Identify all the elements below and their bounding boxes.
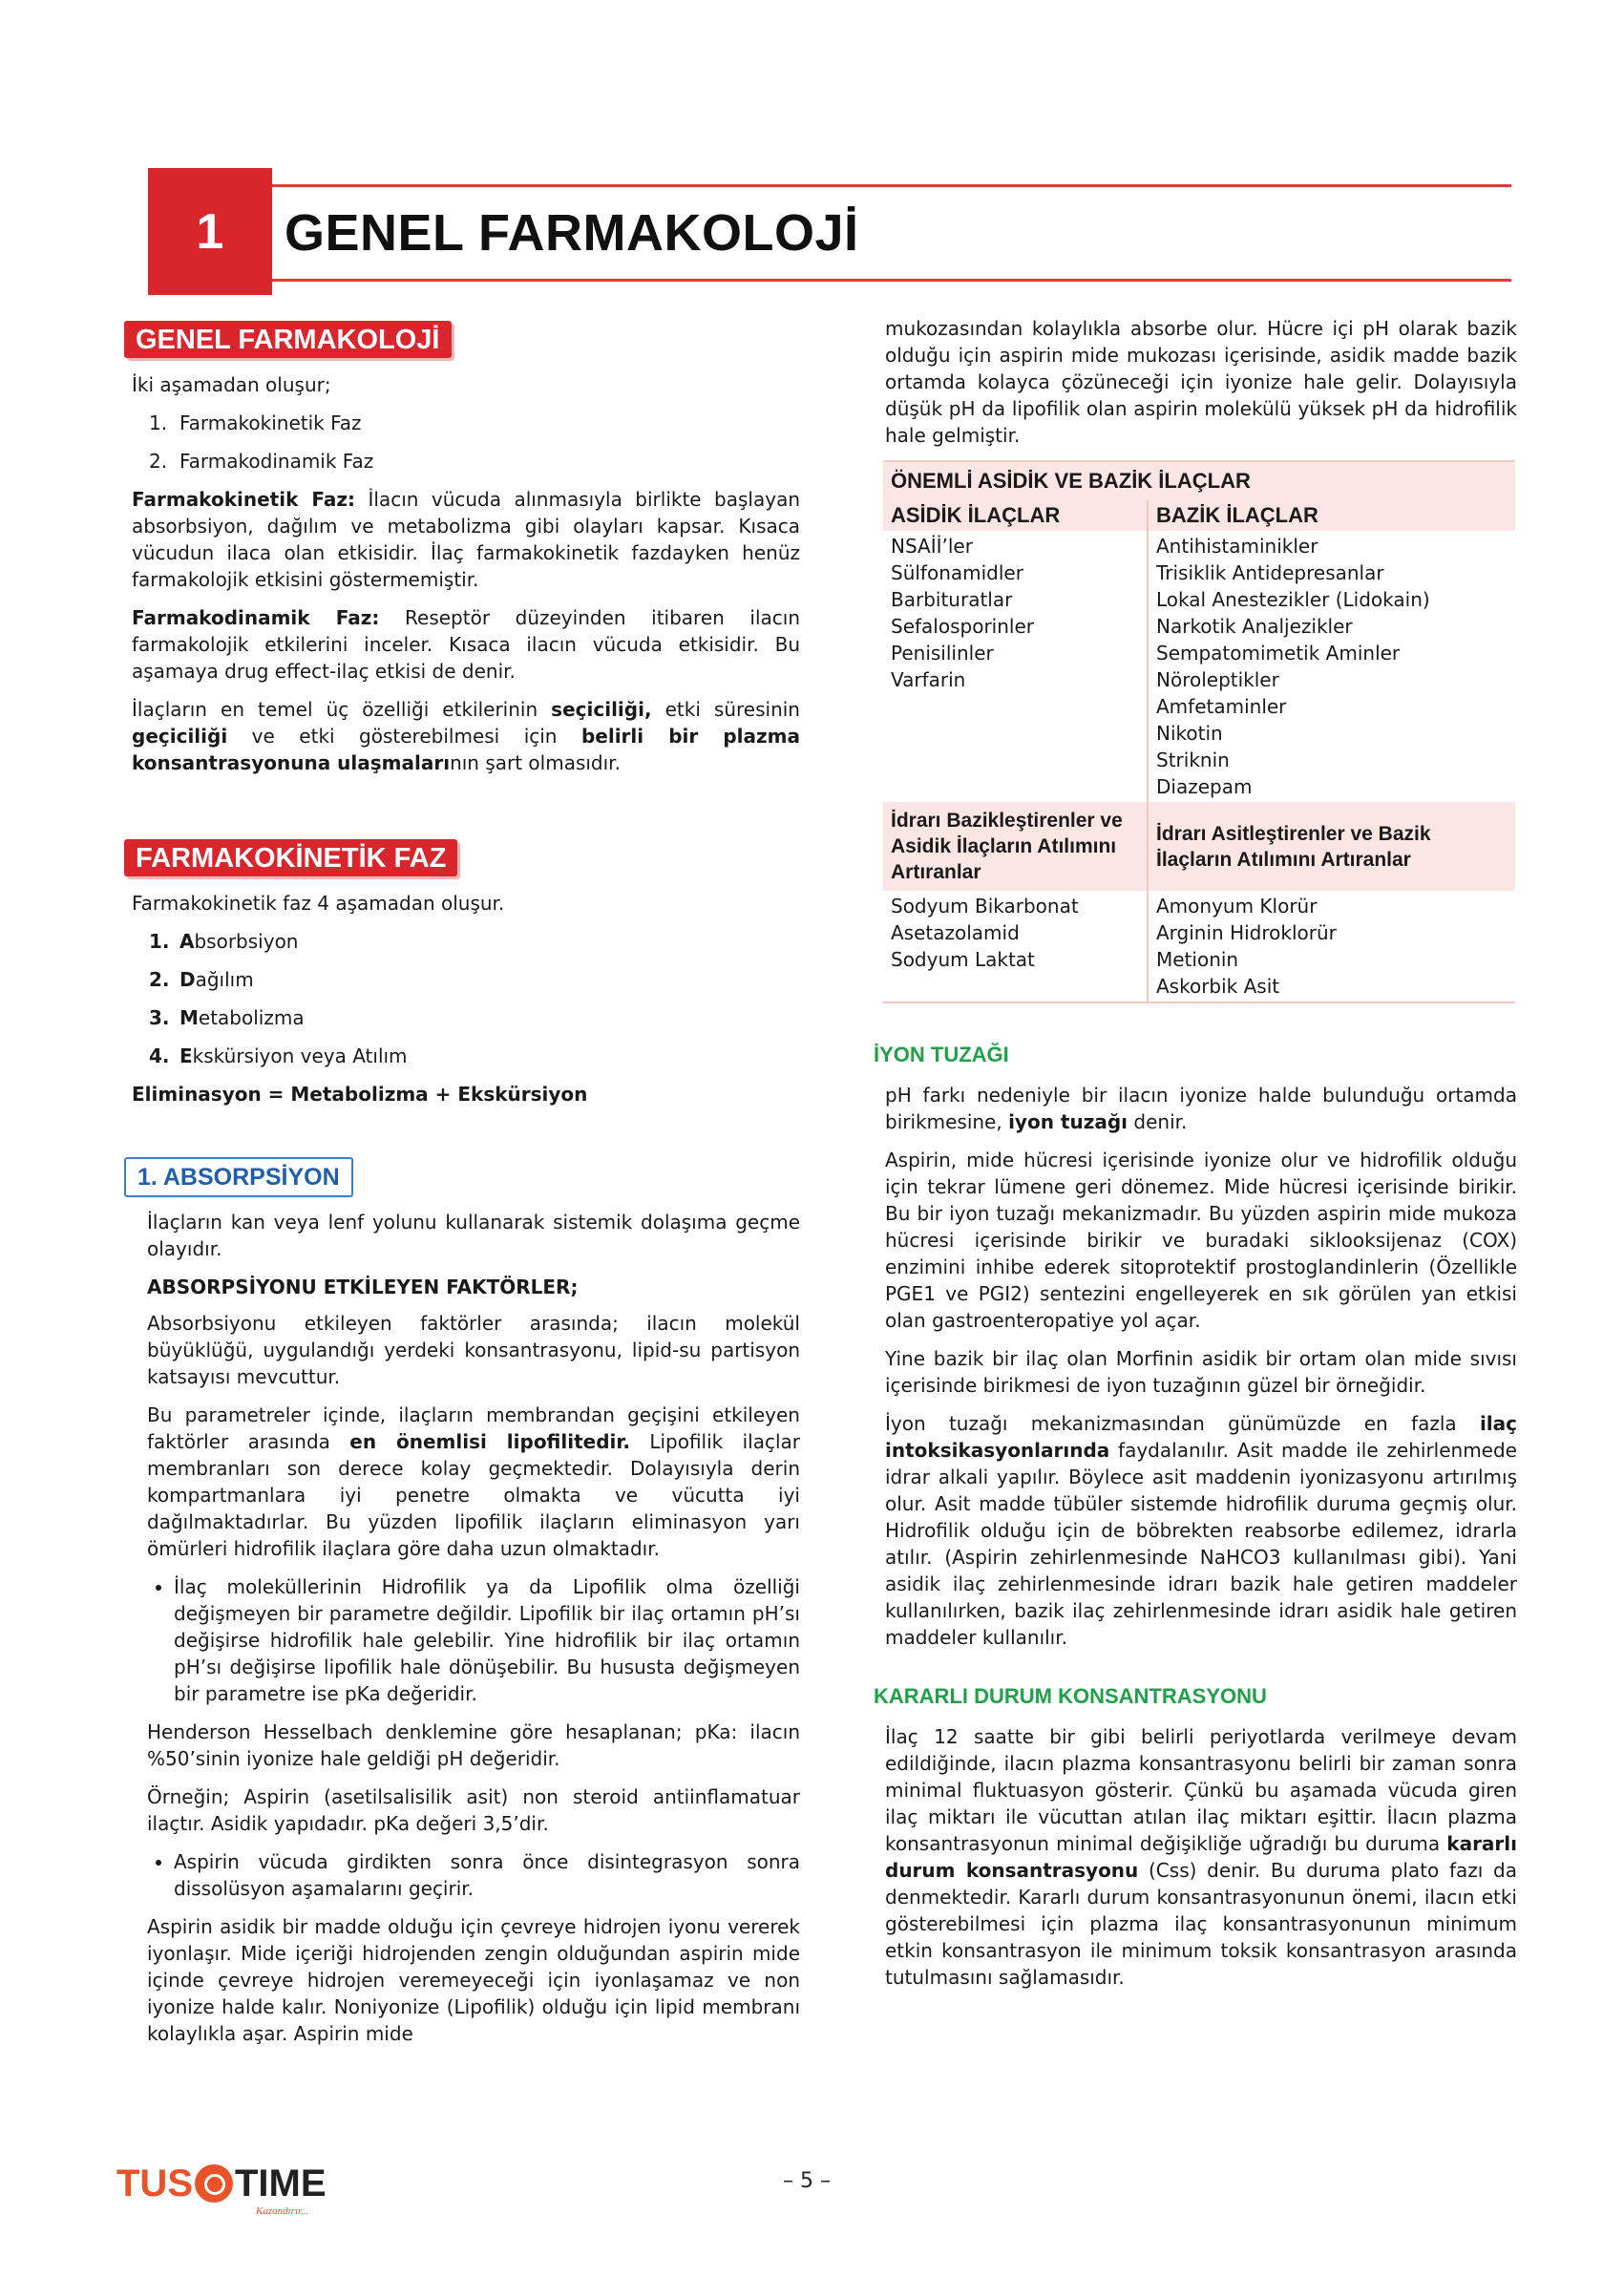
table-subheader-acidifying: İdrarı Asitleştirenler ve Bazik İlaçların Atılımını Artıranlar <box>1148 802 1515 891</box>
section-heading-iyon-tuzagi: İYON TUZAĞI <box>874 1043 1009 1066</box>
kararli-durum-paragraph: İlaç 12 saatte bir gibi belirli periyotlarda verilmeye devam edildiğinde, ilacın plazma konsantrasyonu belirli bir zaman sonra minimal fluktuasyon gösterir. Çünkü bu aşamada vücuda giren ilaç miktarı ile vücuttan atılan ilaç miktarı eşittir. İlacın plazma konsantrasyonun minimal değişikliğe uğradığı bu duruma kararlı durum konsantrasyonu (Css) denir. Bu duruma plato fazı da denmektedir. Kararlı durum konsantrasyonunun önemi, ilacın etki gösterebilmesi için plazma ilaç konsantrasyonunun minimum etkin konsantrasyon ile minimum toksik konsantrasyon arasında tutulmasını sağlamasıdır. <box>885 1725 1517 1989</box>
left-column <box>132 315 800 2058</box>
iyon-tuzagi-definition: pH farkı nedeniyle bir ilacın iyonize halde bulunduğu ortamda birikmesine, iyon tuzağı denir. <box>885 1084 1517 1133</box>
header-rule-bottom <box>148 279 1511 282</box>
page-number: – 5 – <box>783 2169 831 2193</box>
table-subheader-alkalinizing: İdrarı Bazikleştirenler ve Asidik İlaçların Atılımını Artıranlar <box>883 802 1148 891</box>
section-heading-farmakokinetik-faz: FARMAKOKİNETİK FAZ <box>124 839 457 876</box>
ilac-ozellikleri-paragraph: İlaçların en temel üç özelliği etkilerinin seçiciliği, etki süresinin geçiciliği ve etki gösterebilmesi için belirli bir plazma konsantrasyonuna ulaşmalarının şart olmasıdır. <box>132 698 800 774</box>
section-heading-absorpsiyon: 1. ABSORPSİYON <box>124 1157 353 1197</box>
aspirin-continued-paragraph: mukozasından kolaylıkla absorbe olur. Hücre içi pH olarak bazik olduğu için aspirin mide mukozası içerisinde, asidik madde bazik ortamda kolayca çözüneceği için iyonize hale gelir. Dolayısıyla düşük pH da lipofilik olan aspirin molekülü yüksek pH da hidrofilik hale gelmiştir. <box>885 317 1517 447</box>
table-header-basic: BAZİK İLAÇLAR <box>1148 500 1515 531</box>
alkalinizing-agents-cell: Sodyum Bikarbonat Asetazolamid Sodyum Laktat <box>883 891 1148 1002</box>
farmakokinetik-intro: Farmakokinetik faz 4 aşamadan oluşur. <box>132 892 505 915</box>
bullet-list-aspirin <box>132 1848 800 1902</box>
aspirin-paragraph: Aspirin asidik bir madde olduğu için çevreye hidrojen iyonu vererek iyonlaşır. Mide içeriği hidrojenden zengin olduğundan aspirin mide içinde çevreye hidrojen veremeyeceği için iyonlaşamaz ve non iyonize halde kalır. Noniyonize (Lipofilik) olduğu için lipid membranı kolaylıkla aşar. Aspirin mide <box>147 1915 800 2045</box>
section-heading-kararli-durum: KARARLI DURUM KONSANTRASYONU <box>874 1684 1267 1708</box>
bullet-item: • Aspirin vücuda girdikten sonra önce disintegrasyon sonra dissolüsyon aşamalarını geçirir. <box>174 1848 800 1902</box>
acidifying-agents-cell: Amonyum Klorür Arginin Hidroklorür Metionin Askorbik Asit <box>1148 891 1515 1002</box>
absorpsiyon-subheading: ABSORPSİYONU ETKİLEYEN FAKTÖRLER; <box>147 1276 579 1298</box>
list-item: 4. Ekskürsiyon veya Atılım <box>149 1044 408 1067</box>
chapter-number-box: 1 <box>148 168 272 295</box>
iyon-tuzagi-morfin-paragraph: Yine bazik bir ilaç olan Morfinin asidik bir ortam olan mide sıvısı içerisinde birikmesi de iyon tuzağının güzel bir örneğidir. <box>885 1347 1517 1397</box>
absorpsiyon-definition: İlaçların kan veya lenf yolunu kullanarak sistemik dolaşıma geçme olayıdır. <box>147 1211 800 1260</box>
aspirin-example-paragraph: Örneğin; Aspirin (asetilsalisilik asit) non steroid antiinflamatuar ilaçtır. Asidik yapıdadır. pKa değeri 3,5’dir. <box>147 1785 800 1835</box>
lipofilite-paragraph: Bu parametreler içinde, ilaçların membrandan geçişini etkileyen faktörler arasında en önemlisi lipofilitedir. Lipofilik ilaçlar membranları son derece kolay geçmektedir. Dolayısıyla derin kompartmanlara iyi penetre olmakta ve vücutta iyi dağılmaktadırlar. Bu yüzden lipofilik ilaçların eliminasyon yarı ömürleri hidrofilik ilaçlara göre daha uzun olmaktadır. <box>147 1403 800 1560</box>
phase-list <box>132 410 800 475</box>
list-item: 2. Farmakodinamik Faz <box>149 450 374 473</box>
absorpsiyon-factors-paragraph: Absorbsiyonu etkileyen faktörler arasında; ilacın molekül büyüklüğü, uygulandığı yerdeki konsantrasyonu, lipid-su partisyon katsayısı mevcuttur. <box>147 1312 800 1388</box>
iyon-tuzagi-aspirin-paragraph: Aspirin, mide hücresi içerisinde iyonize olur ve hidrofilik olduğu için tekrar lümene geri dönemez. Mide hücresi içerisinde birikir. Bu bir iyon tuzağı mekanizmadır. Bu yüzden aspirin mide mukoza hücresi içerisinde birikir ve buradaki siklooksijenaz (COX) enzimini inhibe ederek sitoprotektif prostoglandinlerin (Özellikle PGE1 ve PGI2) sentezini engelleyerek en sık görülen yan etkisi olan gastroenteropatiye yol açar. <box>885 1149 1517 1332</box>
intro-text: İki aşamadan oluşur; <box>132 373 331 396</box>
list-item: 2. Dağılım <box>149 968 254 991</box>
basic-drugs-cell: Antihistaminikler Trisiklik Antidepresanlar Lokal Anestezikler (Lidokain) Narkotik Analjezikler Sempatomimetik Aminler Nöroleptikler Amfetaminler Nikotin Striknin Diazepam <box>1156 535 1430 798</box>
acidic-basic-drugs-table <box>883 460 1515 1003</box>
logo-tagline: Kazandırır... <box>256 2205 309 2217</box>
eliminasyon-formula: Eliminasyon = Metabolizma + Ekskürsiyon <box>132 1083 588 1106</box>
bullet-item: • İlaç moleküllerinin Hidrofilik ya da Lipofilik olma özelliği değişmeyen bir parametre değildir. Lipofilik bir ilaç ortamın pH’sı değişirse hidrofilik hale gelebilir. Yine hidrofilik bir ilaç ortamın pH’sı değişirse lipofilik hale dönüşebilir. Bu hususta değişmeyen bir parametre ise pKa değeridir. <box>174 1573 800 1707</box>
tustime-logo: TUS TIME <box>116 2162 327 2204</box>
farmakodinamik-faz-paragraph: Farmakodinamik Faz: Reseptör düzeyinden itibaren ilacın farmakolojik etkilerini inceler. Kısaca ilacın vücuda etkisidir. Bu aşamaya drug effect-ilaç etkisi de denir. <box>132 606 800 683</box>
farmakokinetik-faz-paragraph: Farmakokinetik Faz: İlacın vücuda alınmasıyla birlikte başlayan absorbsiyon, dağılım ve metabolizma gibi olayları kapsar. Kısaca vücudun ilaca olan etkisidir. İlaç farmakokinetik fazdayken henüz farmakolojik etkisini göstermemiştir. <box>132 488 801 591</box>
henderson-paragraph: Henderson Hesselbach denklemine göre hesaplanan; pKa: ilacın %50’sinin iyonize hale geldiği pH değeridir. <box>147 1720 800 1770</box>
iyon-tuzagi-intoksikasyon-paragraph: İyon tuzağı mekanizmasından günümüzde en fazla ilaç intoksikasyonlarında faydalanılır. Asit madde ile zehirlenmede idrar alkali yapılır. Böylece asit maddenin iyonizasyonu artırılmış olur. Asit madde tübüler sistemde hidrofilik duruma geçmiş olur. Hidrofilik olduğu için de böbrekten reabsorbe edilemez, idrarla atılır. (Aspirin zehirlenmesinde NaHCO3 kullanılması gibi). Yani asidik ilaç zehirlenmesinde idrarı bazik hale getiren maddeler kullanılırken, bazik ilaç zehirlenmesinde idrarı asidik hale getiren maddeler kullanılır. <box>885 1412 1517 1649</box>
table-title: ÖNEMLİ ASİDİK VE BAZİK İLAÇLAR <box>883 461 1515 500</box>
farmakokinetik-steps-list <box>132 928 800 1069</box>
acidic-drugs-cell: NSAİİ’ler Sülfonamidler Barbituratlar Sefalosporinler Penisilinler Varfarin <box>883 531 1148 802</box>
section-heading-genel-farmakoloji: GENEL FARMAKOLOJİ <box>124 321 452 358</box>
list-item: 1. Farmakokinetik Faz <box>149 411 362 434</box>
bullet-list-hidrofilik <box>132 1573 800 1707</box>
chapter-title: GENEL FARMAKOLOJİ <box>285 204 859 262</box>
list-item: 3. Metabolizma <box>149 1006 305 1029</box>
clock-icon <box>195 2164 233 2203</box>
table-header-acidic: ASİDİK İLAÇLAR <box>883 500 1148 531</box>
list-item: 1. Absorbsiyon <box>149 930 299 953</box>
header-rule-top <box>148 184 1511 187</box>
right-column <box>874 315 1517 2002</box>
